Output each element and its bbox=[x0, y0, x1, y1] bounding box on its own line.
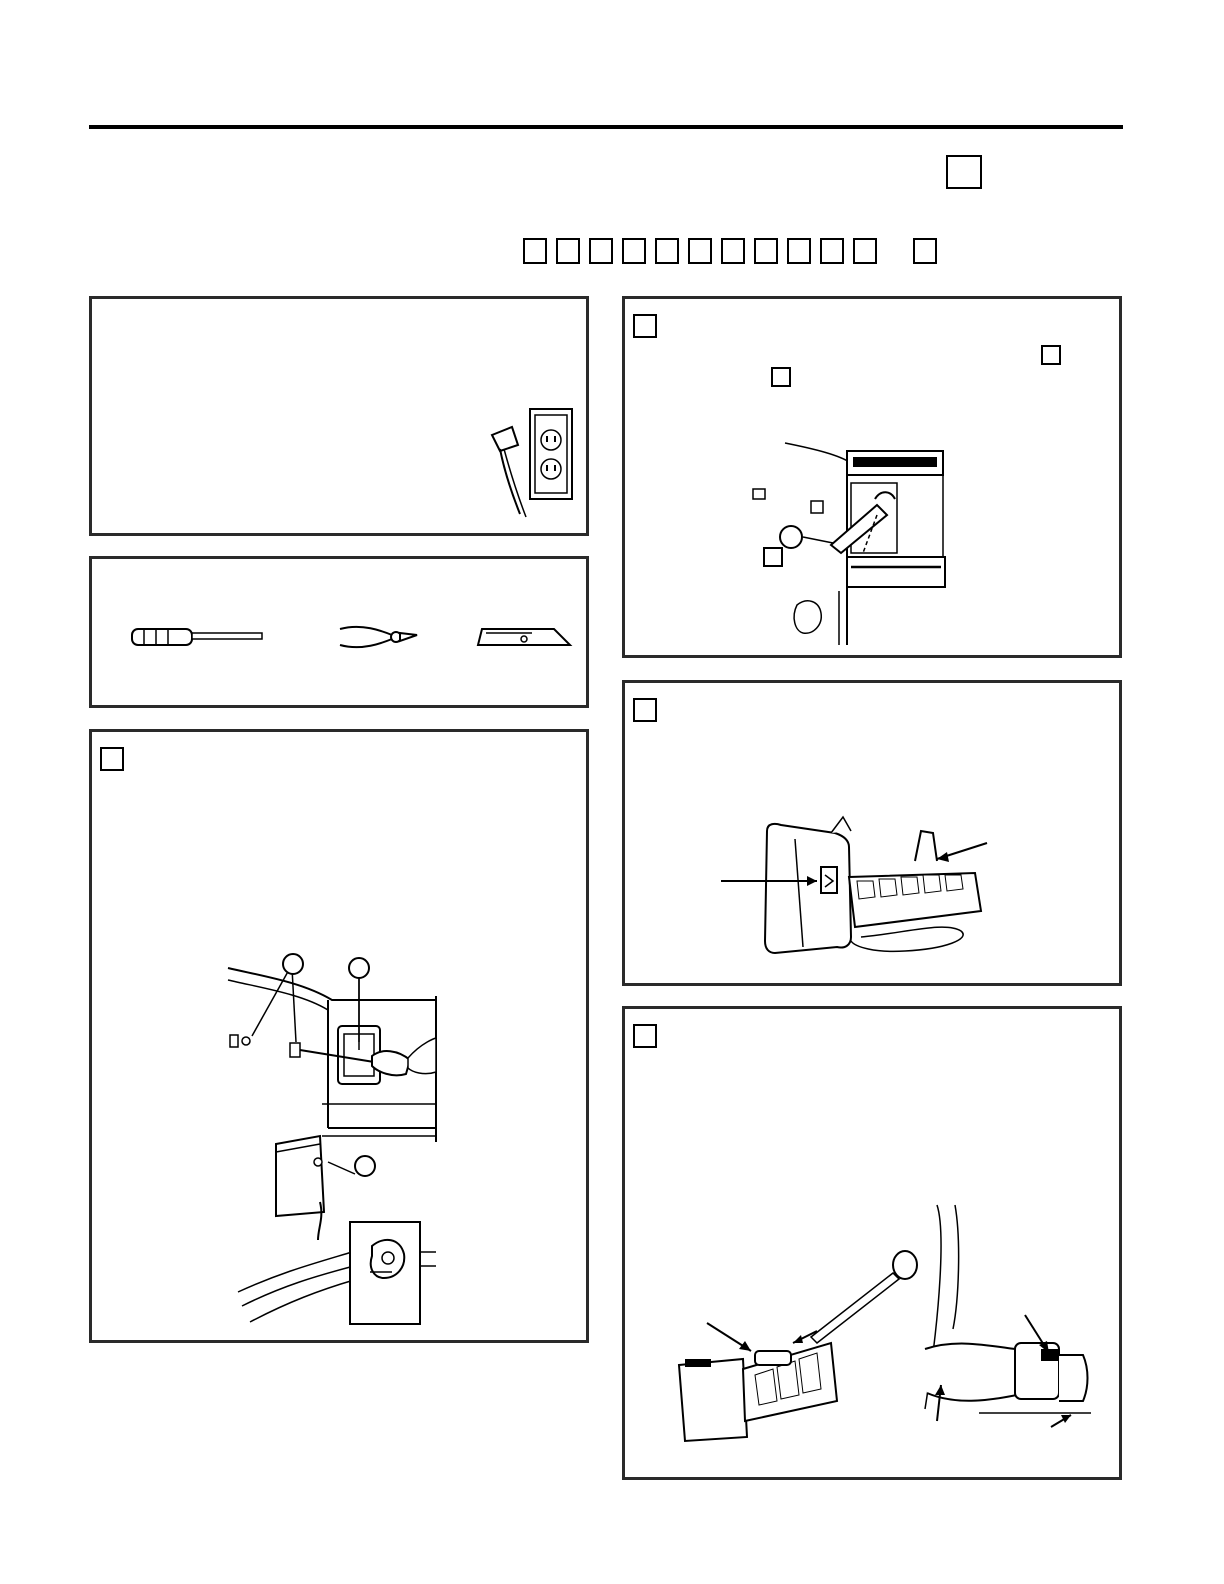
icemaker-assembly-illustration bbox=[625, 683, 1119, 983]
remove-fill-cup-illustration bbox=[625, 299, 1119, 655]
pliers-icon bbox=[340, 627, 417, 647]
step-d-panel bbox=[622, 1006, 1122, 1480]
subtitle-glyph-box bbox=[787, 238, 811, 264]
utility-knife-icon bbox=[478, 629, 570, 645]
title-glyph-box bbox=[946, 155, 982, 189]
callout-circle-2 bbox=[348, 957, 370, 979]
header-rule bbox=[89, 125, 1123, 129]
screwdriver-icon bbox=[132, 629, 262, 645]
subtitle-glyph-box bbox=[655, 238, 679, 264]
callout-circle-1 bbox=[282, 953, 304, 975]
step-b-panel bbox=[622, 296, 1122, 658]
subtitle-glyph-box bbox=[820, 238, 844, 264]
subtitle-glyph-box bbox=[913, 238, 937, 264]
wall-outlet-plug-icon bbox=[92, 299, 586, 533]
step-a-panel bbox=[89, 729, 589, 1343]
callout-circle-b bbox=[779, 525, 803, 549]
subtitle-glyph-box bbox=[754, 238, 778, 264]
connect-wire-harness-illustration bbox=[625, 1009, 1119, 1477]
subtitle-glyph-box bbox=[556, 238, 580, 264]
subtitle-glyph-box bbox=[688, 238, 712, 264]
subtitle-glyph-box bbox=[622, 238, 646, 264]
tools-panel bbox=[89, 556, 589, 708]
subtitle-glyph-box bbox=[853, 238, 877, 264]
callout-circle-3 bbox=[354, 1155, 376, 1177]
tools-illustration bbox=[92, 559, 586, 705]
power-warning-panel bbox=[89, 296, 589, 536]
step-c-panel bbox=[622, 680, 1122, 986]
remove-cover-screws-illustration bbox=[92, 732, 586, 1340]
subtitle-glyph-box bbox=[523, 238, 547, 264]
subtitle-glyph-box bbox=[589, 238, 613, 264]
subtitle-glyph-box bbox=[721, 238, 745, 264]
